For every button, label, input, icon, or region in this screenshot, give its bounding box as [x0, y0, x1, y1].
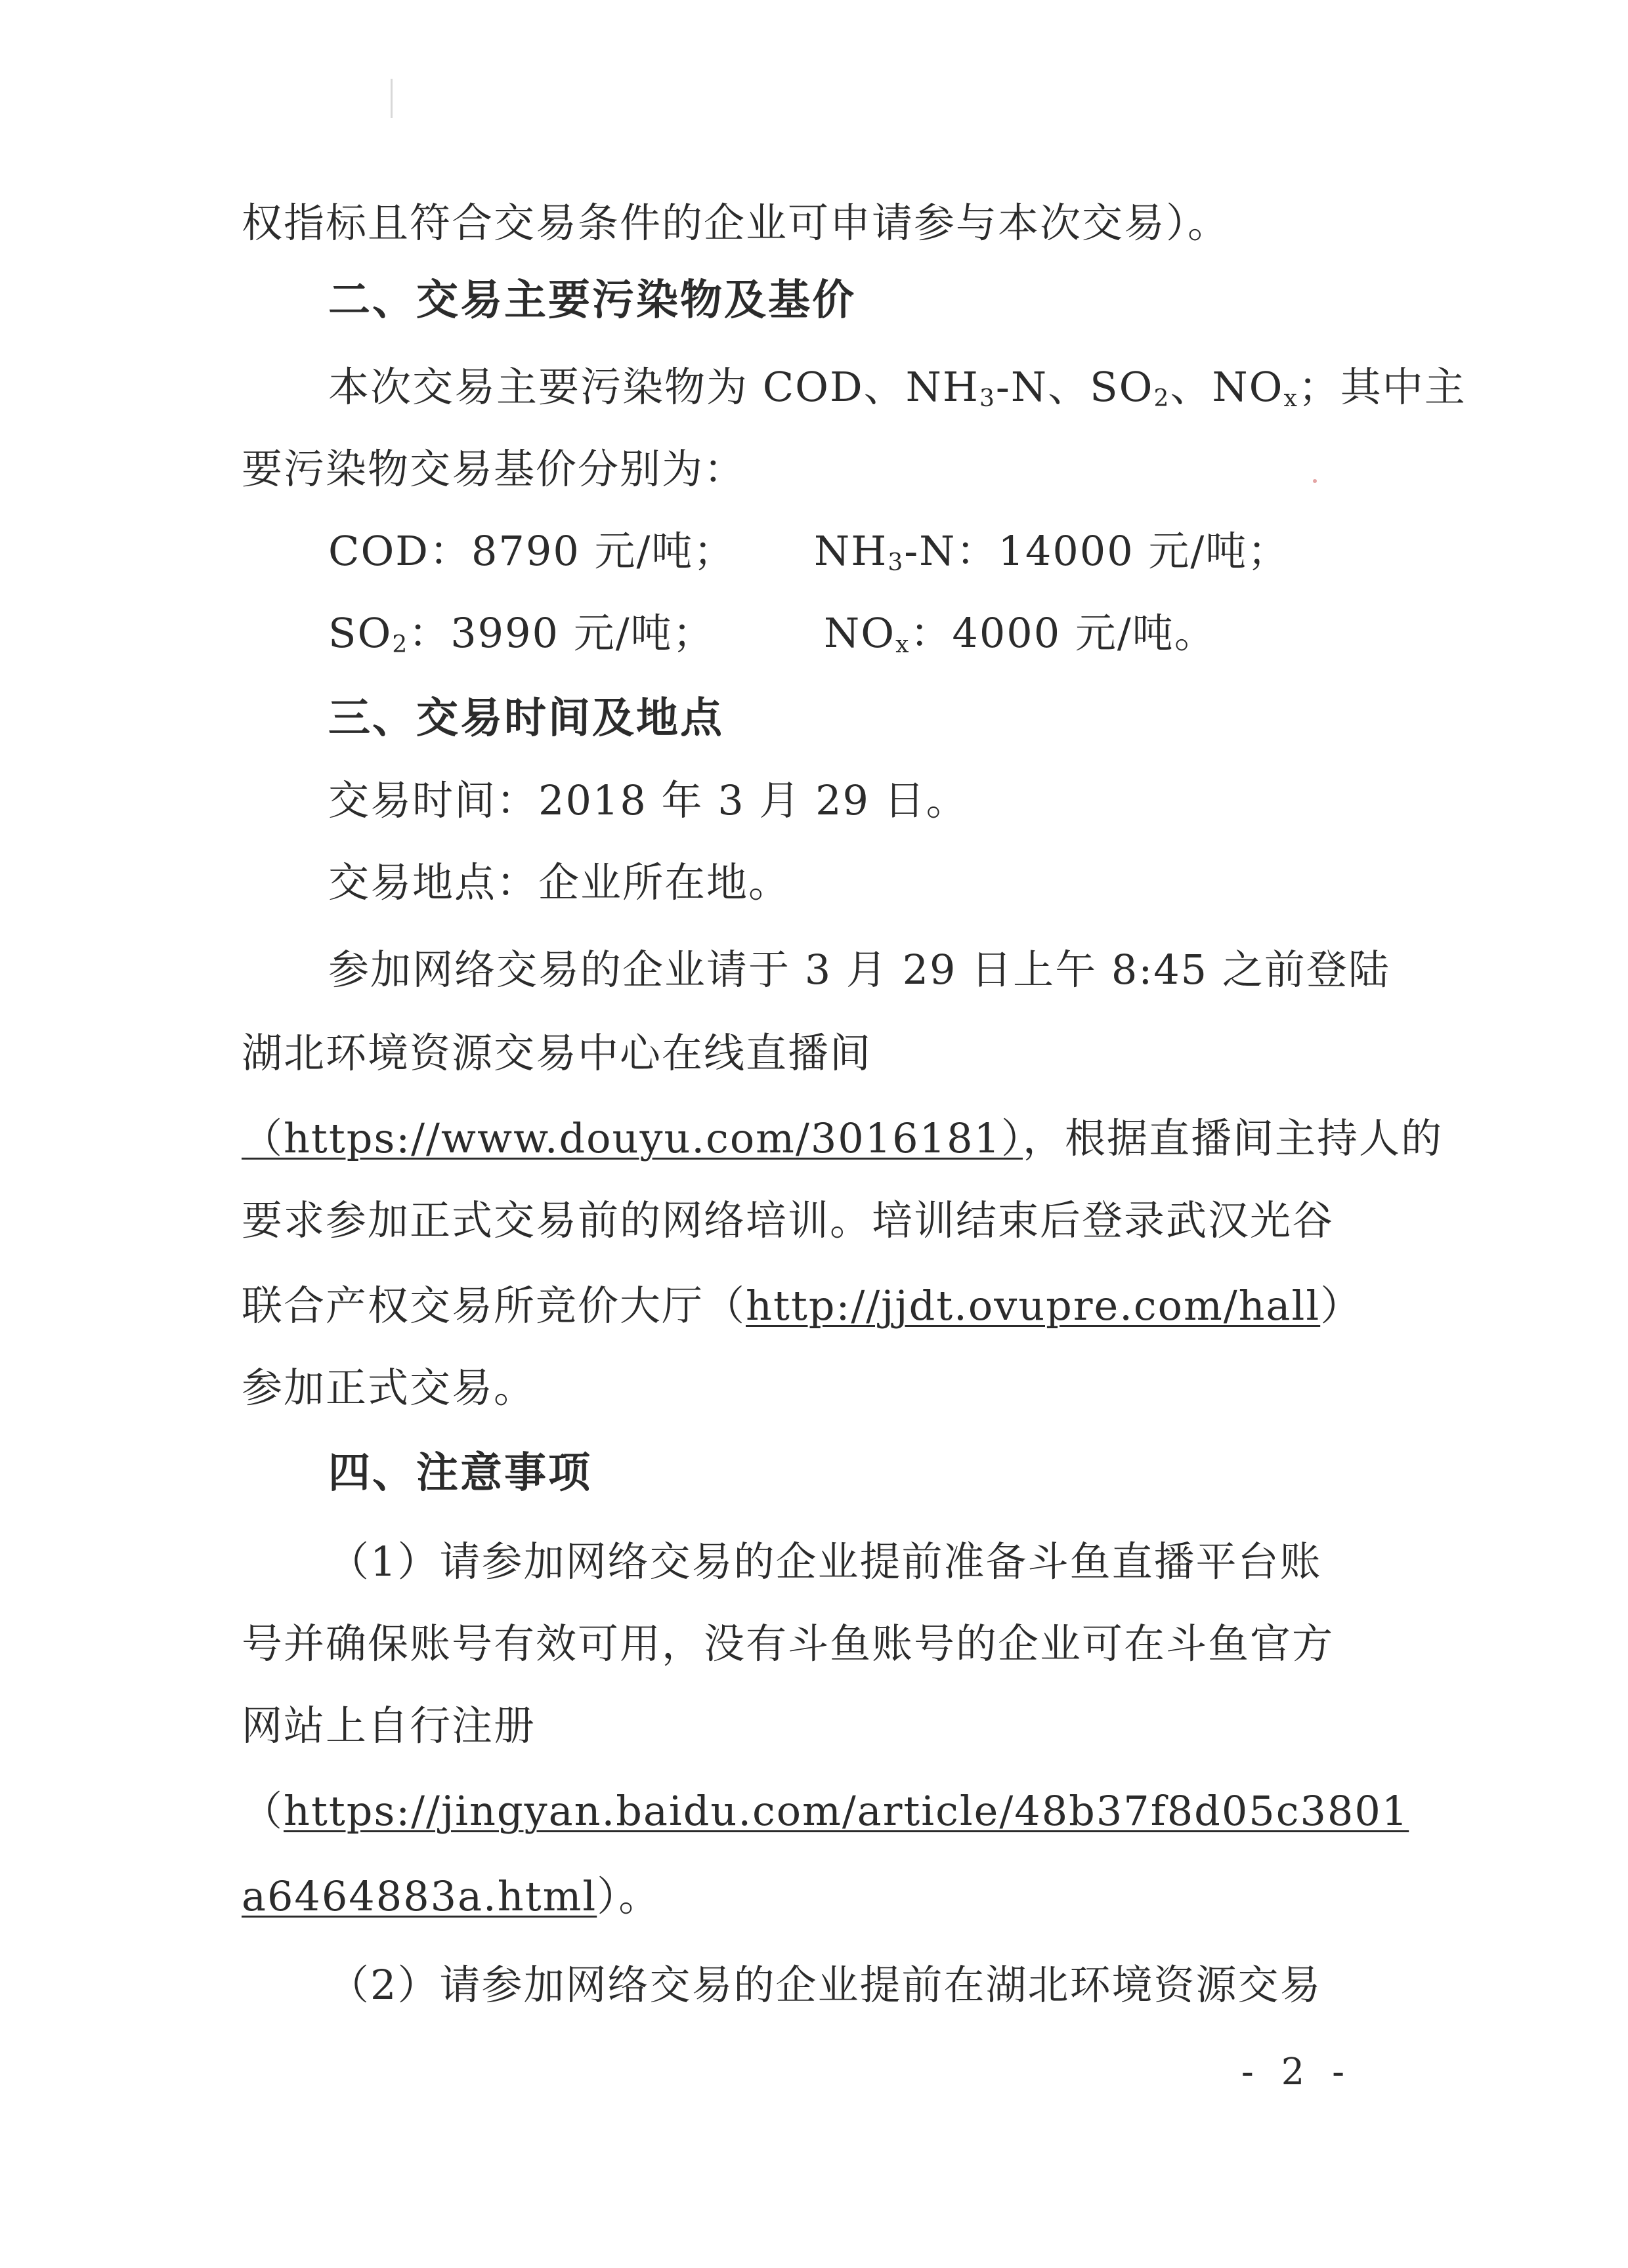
- paragraph-line: [328, 361, 1467, 425]
- price-cod: COD：8790 元/吨；: [328, 527, 736, 575]
- subscript: 2: [392, 631, 409, 658]
- trade-time: 交易时间：2018 年 3 月 29 日。: [328, 776, 968, 824]
- subscript: 3: [979, 385, 996, 412]
- subscript: x: [1283, 385, 1298, 412]
- section-heading-2: 二、交易主要污染物及基价: [328, 276, 856, 325]
- paragraph-line: [242, 1870, 660, 1923]
- paragraph-line: 号并确保账号有效可用，没有斗鱼账号的企业可在斗鱼官方: [242, 1620, 1335, 1668]
- text-run: ，根据直播间主持人的: [1022, 1114, 1443, 1162]
- paragraph-line: 权指标且符合交易条件的企业可申请参与本次交易）。: [242, 199, 1230, 247]
- paragraph-line: （2）请参加网络交易的企业提前在湖北环境资源交易: [328, 1961, 1322, 2009]
- text-run: 本次交易主要污染物为 COD、NH: [328, 363, 980, 411]
- text-run: ）: [1320, 1282, 1363, 1330]
- text-run: NO: [824, 609, 896, 657]
- text-run: -N：14000 元/吨；: [904, 527, 1290, 575]
- text-run: ：4000 元/吨。: [910, 609, 1216, 657]
- price-so2: [328, 607, 715, 671]
- hall-link[interactable]: http://jjdt.ovupre.com/hall: [746, 1282, 1321, 1330]
- paragraph-line: 参加正式交易。: [242, 1364, 536, 1412]
- section-heading-3: 三、交易时间及地点: [328, 694, 724, 743]
- subscript: 3: [888, 549, 905, 576]
- paragraph-line: [242, 1785, 1409, 1838]
- paragraph-line: 要污染物交易基价分别为：: [242, 445, 746, 493]
- baidu-link-continued[interactable]: a6464883a.html: [242, 1872, 597, 1920]
- text-run: 联合产权交易所竞价大厅（: [242, 1282, 746, 1330]
- text-run: -N、SO: [995, 363, 1154, 411]
- paragraph-line: 湖北环境资源交易中心在线直播间: [242, 1029, 872, 1077]
- page-number: - 2 -: [1241, 2051, 1352, 2093]
- paragraph-line: 网站上自行注册: [242, 1702, 536, 1750]
- subscript: x: [895, 631, 910, 658]
- paragraph-line: 参加网络交易的企业请于 3 月 29 日上午 8:45 之前登陆: [328, 946, 1390, 994]
- subscript: 2: [1153, 385, 1170, 412]
- text-run: NH: [814, 527, 888, 575]
- baidu-link[interactable]: https://jingyan.baidu.com/article/48b37f8d05c3801: [284, 1787, 1409, 1835]
- section-heading-4: 四、注意事项: [328, 1449, 592, 1498]
- douyu-link[interactable]: （https://www.douyu.com/3016181）: [242, 1114, 1023, 1162]
- paragraph-line: （1）请参加网络交易的企业提前准备斗鱼直播平台账: [328, 1538, 1322, 1586]
- paragraph-line: [242, 1112, 1443, 1165]
- text-run: ）。: [597, 1872, 661, 1920]
- text-run: ：3990 元/吨；: [408, 609, 715, 657]
- price-nh3n: [814, 525, 1289, 589]
- text-run: SO: [328, 609, 393, 657]
- text-run: 、NO: [1170, 363, 1284, 411]
- trade-place: 交易地点：企业所在地。: [328, 858, 791, 906]
- faint-mark: [1313, 479, 1317, 483]
- paragraph-line: [242, 1280, 1362, 1332]
- price-nox: [824, 607, 1216, 671]
- text-run: （: [242, 1787, 284, 1835]
- scan-mark: [391, 79, 393, 118]
- text-run: ；其中主: [1298, 363, 1467, 411]
- paragraph-line: 要求参加正式交易前的网络培训。培训结束后登录武汉光谷: [242, 1196, 1335, 1244]
